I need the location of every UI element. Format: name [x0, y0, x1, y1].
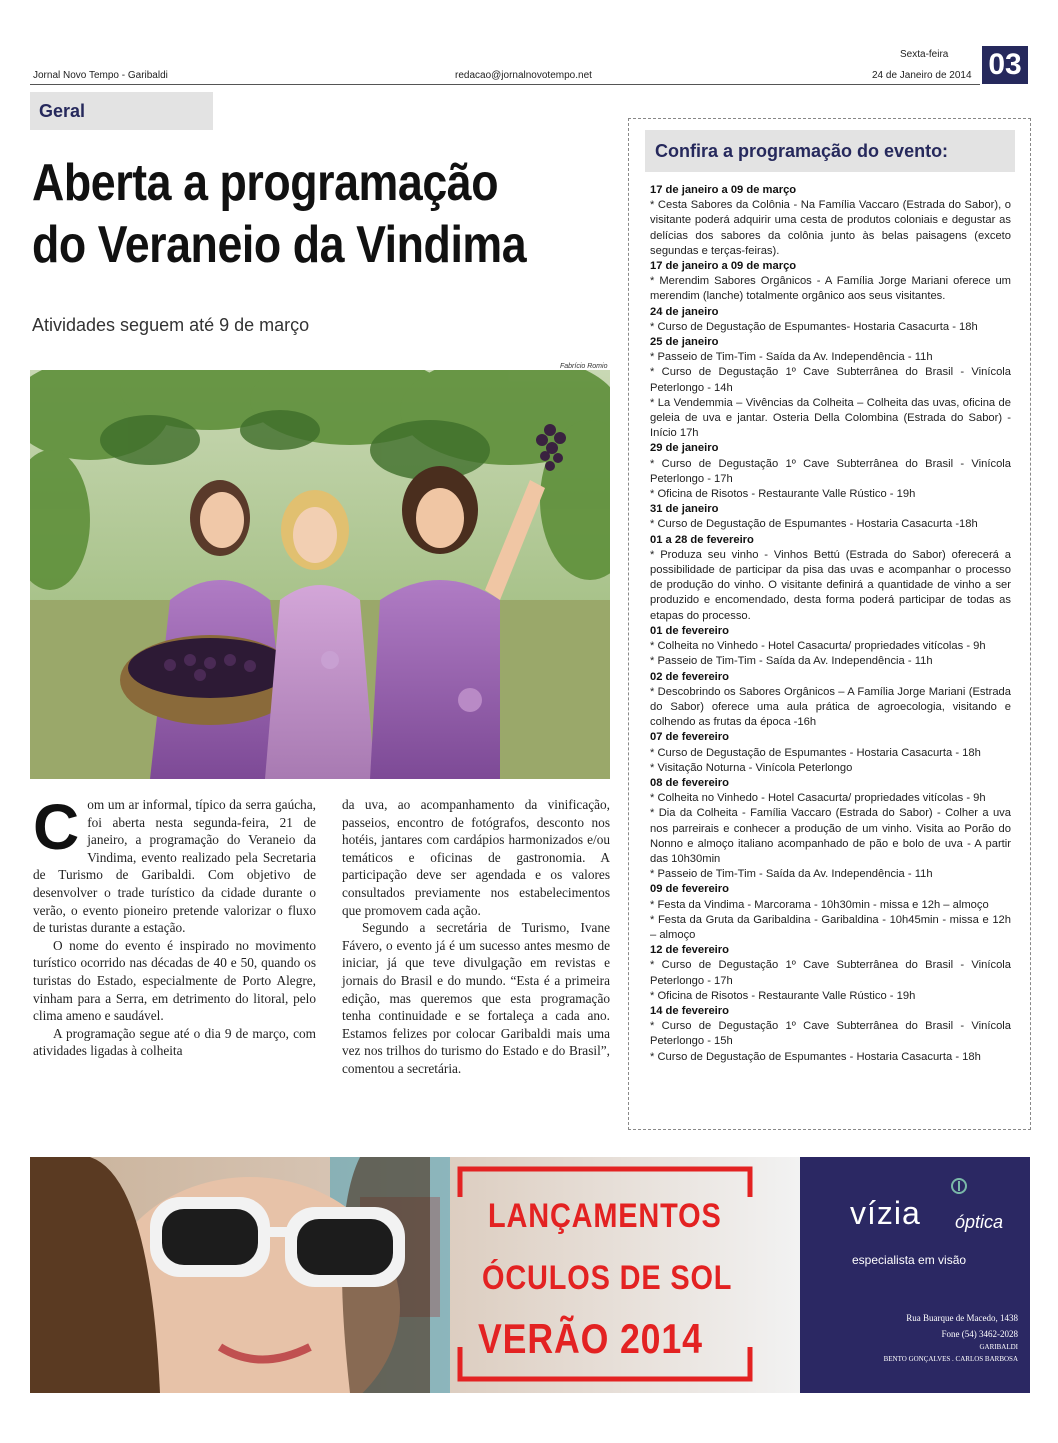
- headline: [32, 152, 531, 276]
- program-item: * Descobrindo os Sabores Orgânicos – A Família Jorge Mariani (Estrada do Sabor) oferece uma aula prática de agroecologia, visitando e colhendo as frutas da época -16h: [650, 685, 1011, 729]
- subheadline: Atividades seguem até 9 de março: [32, 315, 310, 335]
- brand-tagline: especialista em visão: [852, 1253, 967, 1267]
- program-date: 08 de fevereiro: [650, 776, 729, 789]
- vineyard-photo-illustration: [30, 370, 610, 779]
- program-item: * Curso de Degustação 1º Cave Subterrânea do Brasil - Vinícola Peterlongo - 17h: [650, 959, 1011, 987]
- program-date: 31 de janeiro: [650, 503, 719, 516]
- article-column-2: [342, 796, 610, 1078]
- program-item: * Curso de Degustação de Espumantes- Hostaria Casacurta - 18h: [650, 320, 978, 333]
- program-date: 24 de janeiro: [650, 305, 719, 318]
- program-item: * Oficina de Risotos - Restaurante Valle Rústico - 19h: [650, 488, 916, 501]
- program-item: * Colheita no Vinhedo - Hotel Casacurta/ propriedades vitícolas - 9h: [650, 792, 986, 805]
- ad-headline-1: LANÇAMENTOS: [488, 1197, 722, 1235]
- program-item: * Curso de Degustação de Espumantes - Hostaria Casacurta -18h: [650, 518, 978, 531]
- section-label: Geral: [39, 101, 86, 121]
- program-item: * Curso de Degustação 1º Cave Subterrânea do Brasil - Vinícola Peterlongo - 14h: [650, 366, 1011, 394]
- program-item: * Merendim Sabores Orgânicos - A Família Jorge Mariani oferece um merendim (lanche) totalmente orgânico aos seus visitantes.: [650, 275, 1011, 303]
- store-other-cities: BENTO GONÇALVES . CARLOS BARBOSA: [883, 1355, 1018, 1363]
- program-date: 29 de janeiro: [650, 442, 719, 455]
- program-date: 02 de fevereiro: [650, 670, 729, 683]
- program-date: 17 de janeiro a 09 de março: [650, 260, 797, 273]
- article-paragraph: Segundo a secretária de Turismo, Ivane Fávero, o evento já é um sucesso antes mesmo de iniciar, já que teve divulgação em revistas e jornais do Brasil e do mundo. “Esta é a primeira edição, mas queremos que esta programação tenha continuidade e se fortaleça a cada ano. Estamos felizes por colocar Garibaldi mais uma vez nos trilhos do turismo do Estado e do Brasil”, comentou a secretária.: [342, 920, 610, 1076]
- program-list: [650, 183, 1011, 1065]
- program-item: * La Vendemmia – Vivências da Colheita – Colheita das uvas, oficina de geleia de uva e jantar. Osteria Della Colombina (Estrada do Sabor) - Início 17h: [650, 396, 1011, 440]
- headline-line-1: Aberta a programação: [32, 154, 499, 212]
- article-column-1: [33, 791, 316, 1060]
- program-item: * Curso de Degustação 1º Cave Subterrânea do Brasil - Vinícola Peterlongo - 15h: [650, 1020, 1011, 1048]
- photo-credit: Fabrício Romio: [560, 363, 608, 370]
- program-item: * Passeio de Tim-Tim - Saída da Av. Independência - 11h: [650, 868, 933, 881]
- program-date: 01 a 28 de fevereiro: [650, 533, 754, 546]
- brand-panel: [800, 1157, 1030, 1393]
- header-rule: [30, 84, 980, 85]
- program-item: * Curso de Degustação 1º Cave Subterrânea do Brasil - Vinícola Peterlongo - 17h: [650, 457, 1011, 485]
- program-item: * Produza seu vinho - Vinhos Bettú (Estrada do Sabor) oferecerá a possibilidade de participar da pisa das uvas e acompanhar o processo de produção do vinho. O visitante definirá a quantidade de vinho a ser produzido e encomendado, desta forma poderá participar de todas as etapas do processo.: [650, 548, 1011, 622]
- article-paragraph: O nome do evento é inspirado no movimento turístico ocorrido nas décadas de 40 e 50, quando os turistas do Estado, especialmente de Porto Alegre, vinham para a Serra, em detrimento do litoral, pelo clima ameno e saudável.: [33, 937, 316, 1024]
- store-address: Rua Buarque de Macedo, 1438: [906, 1313, 1018, 1323]
- program-date: 07 de fevereiro: [650, 731, 729, 744]
- program-item: * Curso de Degustação de Espumantes - Hostaria Casacurta - 18h: [650, 746, 981, 759]
- program-item: * Passeio de Tim-Tim - Saída da Av. Independência - 11h: [650, 655, 933, 668]
- program-item: * Curso de Degustação de Espumantes - Hostaria Casacurta - 18h: [650, 1050, 981, 1063]
- program-title: Confira a programação do evento:: [655, 141, 949, 161]
- program-item: * Passeio de Tim-Tim - Saída da Av. Independência - 11h: [650, 351, 933, 364]
- brand-logo-icon: [950, 1177, 968, 1195]
- program-title-bar: [645, 130, 1015, 172]
- program-date: 09 de fevereiro: [650, 883, 729, 896]
- program-date: 17 de janeiro a 09 de março: [650, 184, 797, 196]
- store-phone: Fone (54) 3462-2028: [941, 1329, 1018, 1339]
- program-date: 14 de fevereiro: [650, 1004, 729, 1017]
- store-city: GARIBALDI: [979, 1343, 1018, 1351]
- program-item: * Colheita no Vinhedo - Hotel Casacurta/ propriedades vitícolas - 9h: [650, 640, 986, 653]
- publication-name: Jornal Novo Tempo - Garibaldi: [33, 70, 168, 81]
- program-date: 12 de fevereiro: [650, 944, 729, 957]
- program-item: * Oficina de Risotos - Restaurante Valle Rústico - 19h: [650, 989, 916, 1002]
- article-paragraph: A programação segue até o dia 9 de março, com atividades ligadas à colheita: [33, 1025, 316, 1059]
- program-item: * Cesta Sabores da Colônia - Na Família Vaccaro (Estrada do Sabor), o visitante poderá adquirir uma cesta de produtos coloniais e degustar as delícias dos sabores da colônia junto às belas paisagens (exceto segundas e terças-feiras).: [650, 199, 1011, 257]
- program-date: 01 de fevereiro: [650, 624, 729, 637]
- program-item: * Festa da Vindima - Marcorama - 10h30min - missa e 12h – almoço: [650, 898, 989, 911]
- article-photo: [30, 370, 610, 779]
- weekday: Sexta-feira: [900, 49, 949, 60]
- issue-date: 24 de Janeiro de 2014: [872, 70, 972, 81]
- drop-cap: C: [33, 791, 80, 863]
- page-number: 03: [982, 46, 1028, 84]
- brand-subtitle: óptica: [955, 1212, 1004, 1232]
- program-item: * Visitação Noturna - Vinícola Peterlongo: [650, 761, 853, 774]
- headline-line-2: do Veraneio da Vindima: [32, 216, 527, 274]
- advertisement: [30, 1157, 1030, 1393]
- section-tag: [30, 92, 213, 130]
- contact-email: redacao@jornalnovotempo.net: [455, 70, 592, 81]
- brand-name: vízia: [850, 1195, 921, 1231]
- program-date: 25 de janeiro: [650, 336, 719, 349]
- program-item: * Festa da Gruta da Garibaldina - Garibaldina - 10h45min - missa e 12h – almoço: [650, 913, 1011, 941]
- article-paragraph: da uva, ao acompanhamento da vinificação, passeios, encontro de fotógrafos, desconto nos hotéis, jantares com cardápios harmonizados e/ou temáticos e oficinas de gastronomia. A participação deve ser agendada e os valores consultados previamente nos estabelecimentos que promovem cada ação.: [342, 797, 610, 918]
- article-paragraph: om um ar informal, típico da serra gaúcha, foi aberta nesta segunda-feira, 21 de janeiro, a programação do Veraneio da Vindima, evento realizado pela Secretaria de Turismo de Garibaldi. Com objetivo de desenvolver o trade turístico da cidade durante o verão, o evento pioneiro pretende valorizar o fluxo de turistas durante a estação.: [33, 797, 316, 936]
- program-item: * Dia da Colheita - Família Vaccaro (Estrada do Sabor) - Colher a uva nos parreirais e conhecer a produção de um vinho. Visita ao Porão do Nonno e almoço italiano acompanhado de pão e bolo de uva - A partir das 10h30min: [650, 807, 1011, 865]
- ad-headline-2: ÓCULOS DE SOL: [482, 1259, 733, 1297]
- ad-headline-3: VERÃO 2014: [478, 1315, 703, 1362]
